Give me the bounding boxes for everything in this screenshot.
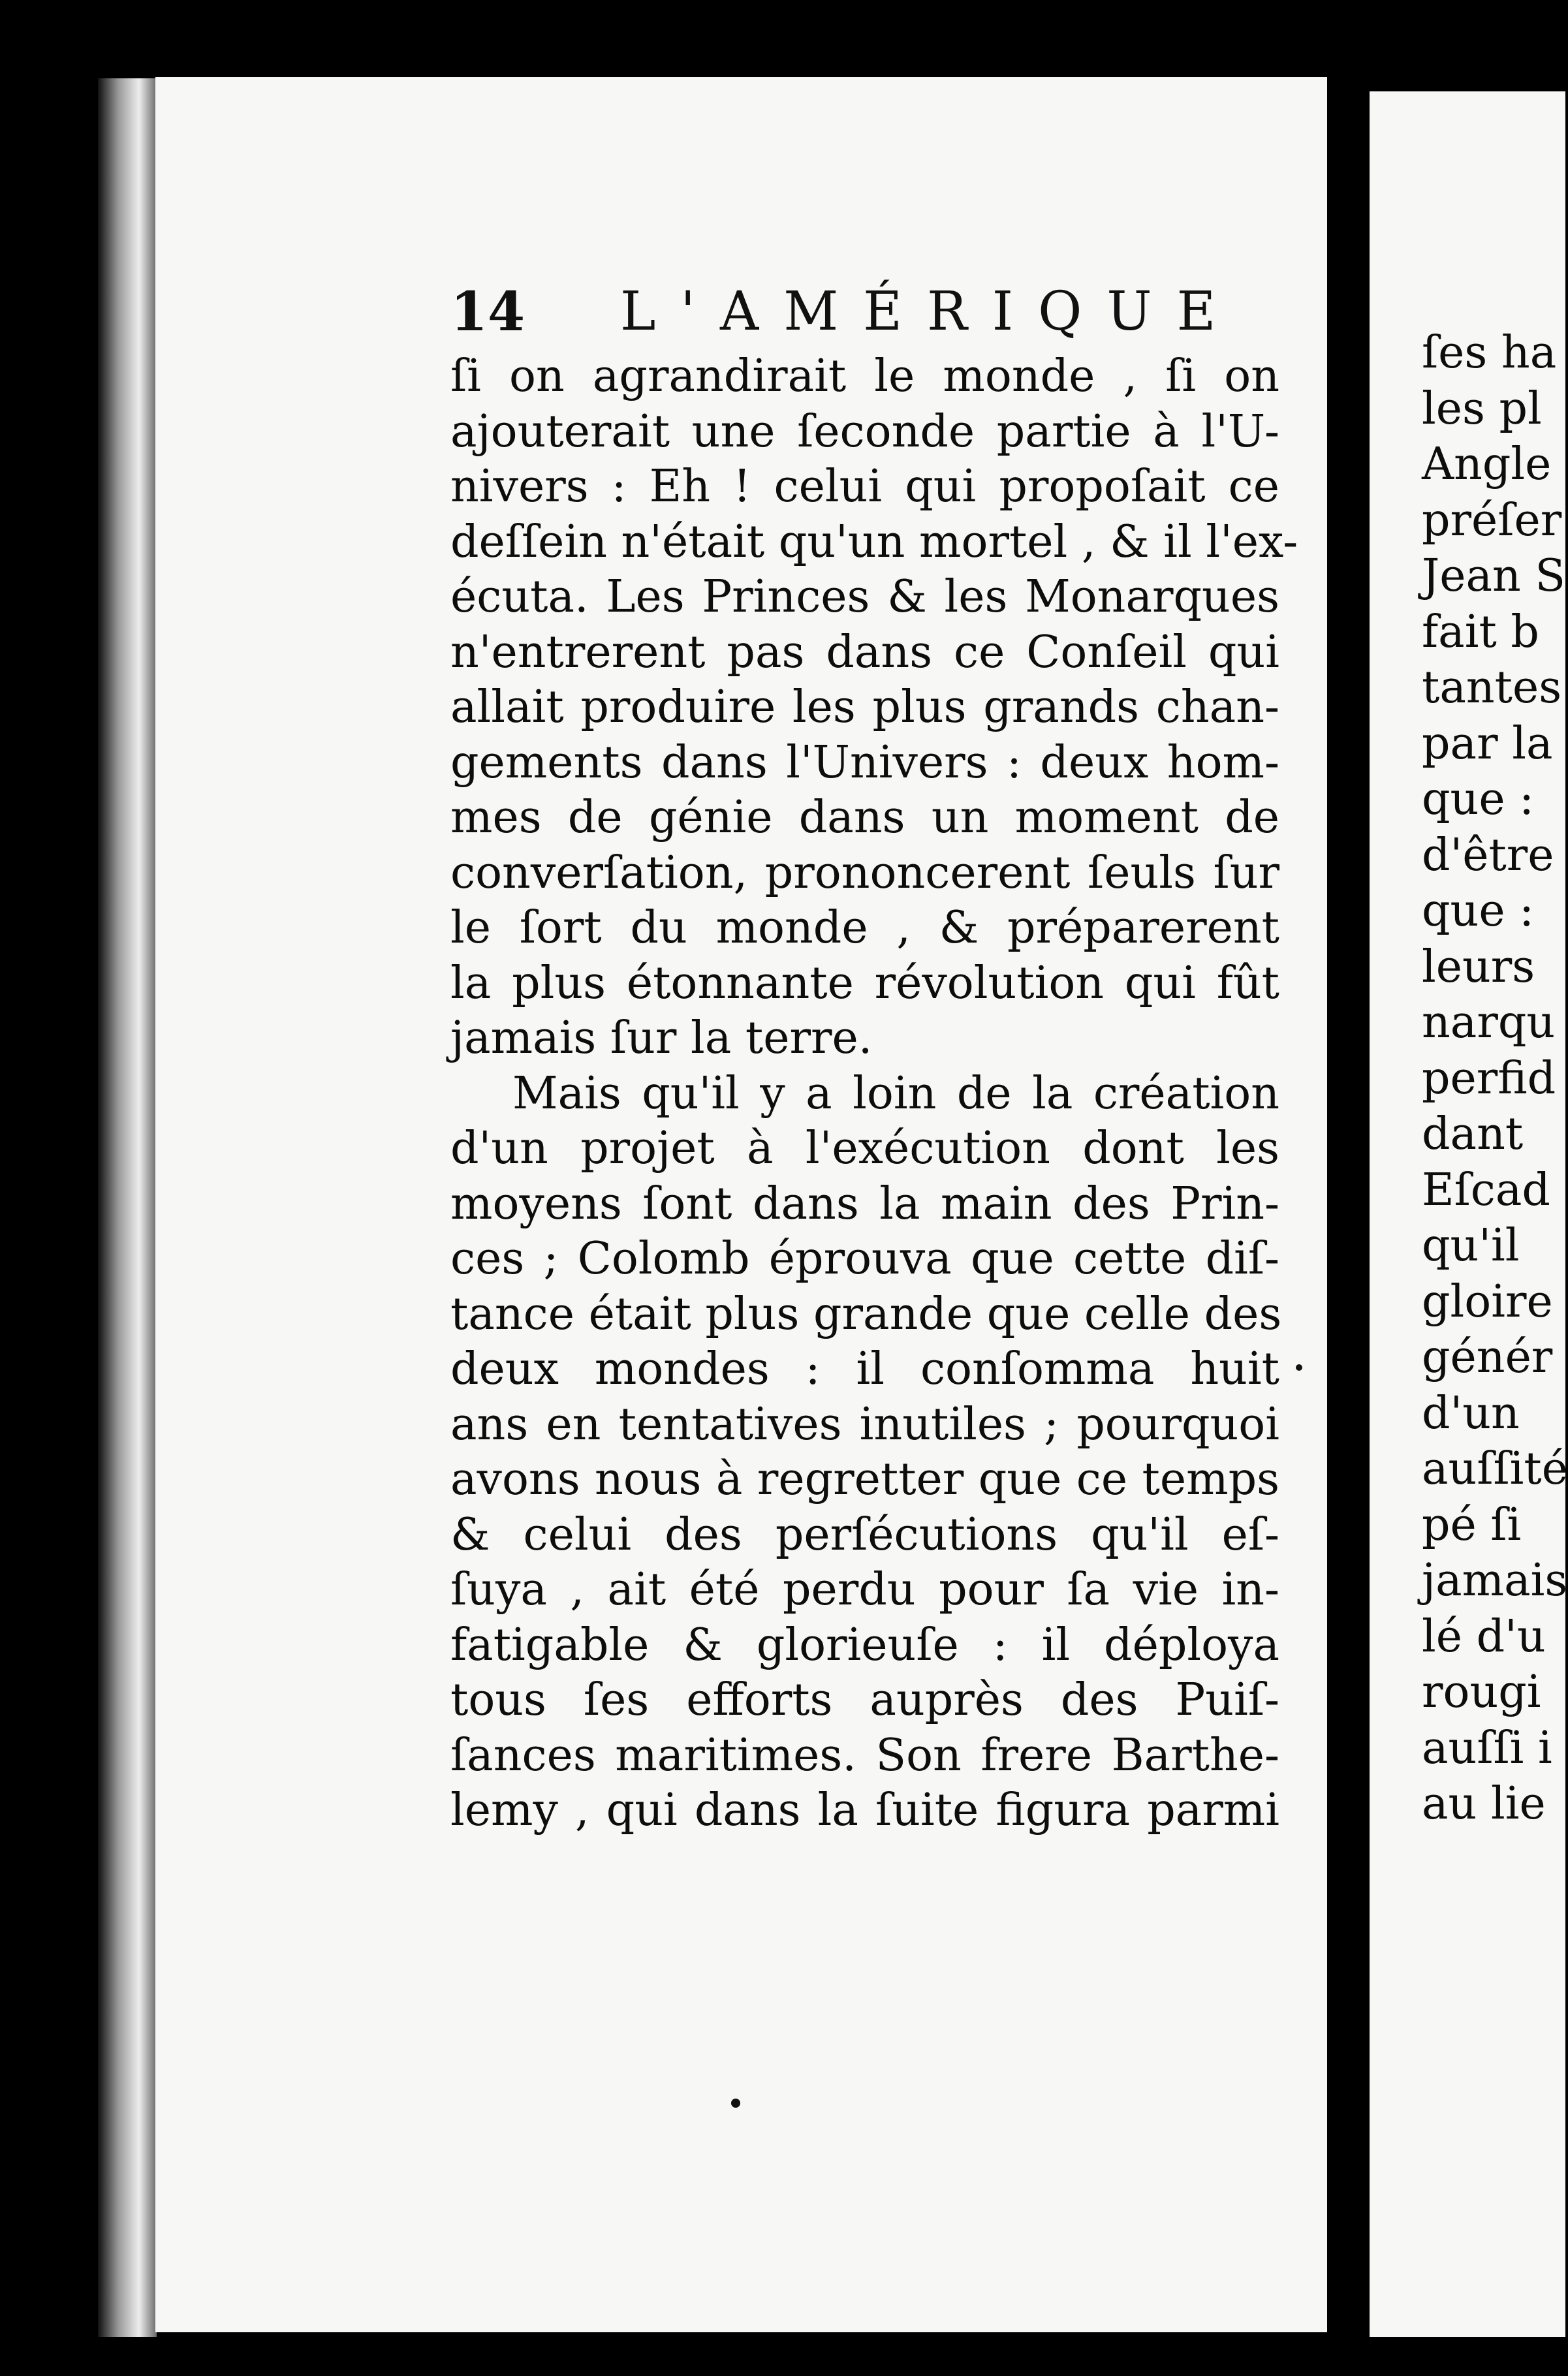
text-line: moyens ſont dans la main des Prin- xyxy=(450,1178,1279,1230)
text-line: qu'il xyxy=(1422,1220,1520,1272)
text-line: allait produire les plus grands chan- xyxy=(450,681,1279,733)
text-line: d'un projet à l'exécution dont les xyxy=(450,1123,1279,1174)
text-line: mes de génie dans un moment de xyxy=(450,792,1279,843)
text-line: leurs xyxy=(1422,941,1535,993)
paragraph-start-line: Mais qu'il y a loin de la création xyxy=(512,1067,1279,1119)
text-line: pé ſi xyxy=(1422,1499,1522,1551)
ink-speck xyxy=(731,2099,740,2108)
text-line: tance était plus grande que celle des xyxy=(450,1288,1282,1340)
text-line: ajouterait une ſeconde partie à l'U- xyxy=(450,405,1279,458)
text-line: ſances maritimes. Son frere Barthe- xyxy=(450,1729,1279,1781)
book-spine-edge xyxy=(98,78,157,2337)
page-number: 14 xyxy=(450,281,525,343)
text-line: ſuya , ait été perdu pour ſa vie in- xyxy=(450,1564,1279,1616)
text-line: jamais ſur la terre. xyxy=(450,1012,873,1064)
text-line: que : xyxy=(1422,774,1535,825)
text-line: auſſité xyxy=(1422,1443,1568,1495)
running-title: L'AMÉRIQUE xyxy=(620,281,1241,343)
text-line: ſes ha xyxy=(1422,327,1557,379)
text-line: auſſi i xyxy=(1422,1722,1552,1774)
text-line: la plus étonnante révolution qui fût xyxy=(450,957,1279,1009)
text-line: rougi xyxy=(1422,1666,1541,1718)
page-header xyxy=(450,281,1299,352)
text-line: gements dans l'Univers : deux hom- xyxy=(450,736,1279,789)
text-line: écuta. Les Princes & les Monarques xyxy=(450,571,1279,623)
text-line: au lie xyxy=(1422,1778,1546,1830)
text-line: d'être xyxy=(1422,829,1554,881)
ink-speck xyxy=(1296,1364,1302,1371)
text-line: ans en tentatives inutiles ; pourquoi xyxy=(450,1398,1279,1450)
text-line: tous ſes efforts auprès des Puiſ- xyxy=(450,1674,1279,1726)
right-page-body-text xyxy=(1422,325,1568,1832)
text-line: génér xyxy=(1422,1332,1553,1383)
text-line: avons nous à regretter que ce temps xyxy=(450,1454,1279,1505)
text-line: converſation, prononcerent ſeuls ſur xyxy=(450,847,1279,899)
text-line: tantes xyxy=(1422,662,1562,713)
text-line: par la xyxy=(1422,717,1553,770)
text-line: Angle xyxy=(1422,439,1552,490)
text-line: nivers : Eh ! celui qui propoſait ce xyxy=(450,461,1279,512)
text-line: le ſort du monde , & préparerent xyxy=(450,902,1279,954)
text-line: d'un xyxy=(1422,1387,1520,1439)
text-line: Eſcad xyxy=(1422,1164,1550,1216)
text-line: lé d'u xyxy=(1422,1610,1546,1663)
text-line: & celui des perſécutions qu'il eſ- xyxy=(450,1508,1279,1561)
text-line: jamais xyxy=(1422,1555,1568,1606)
text-line: fait b xyxy=(1422,606,1539,658)
text-line: dant xyxy=(1422,1108,1524,1160)
text-line: les pl xyxy=(1422,383,1542,435)
text-line: ces ; Colomb éprouva que cette diſ- xyxy=(450,1233,1279,1285)
text-line: n'entrerent pas dans ce Conſeil qui xyxy=(450,626,1279,678)
text-line: fatigable & glorieuſe : il déploya xyxy=(450,1619,1279,1671)
text-line: lemy , qui dans la ſuite figura parmi xyxy=(450,1785,1279,1836)
text-line: préſer xyxy=(1422,494,1562,546)
left-page-body-text xyxy=(450,349,1298,1839)
text-line: Jean S xyxy=(1422,550,1566,602)
text-line: gloire xyxy=(1422,1275,1553,1328)
text-line: narqu xyxy=(1422,997,1556,1048)
text-line: que : xyxy=(1422,885,1535,937)
text-line: ſi on agrandirait le monde , ſi on xyxy=(450,351,1279,402)
text-line: perfid xyxy=(1422,1052,1556,1104)
text-line: deſſein n'était qu'un mortel , & il l'ex- xyxy=(450,516,1298,568)
text-line: deux mondes : il conſomma huit xyxy=(450,1343,1279,1395)
